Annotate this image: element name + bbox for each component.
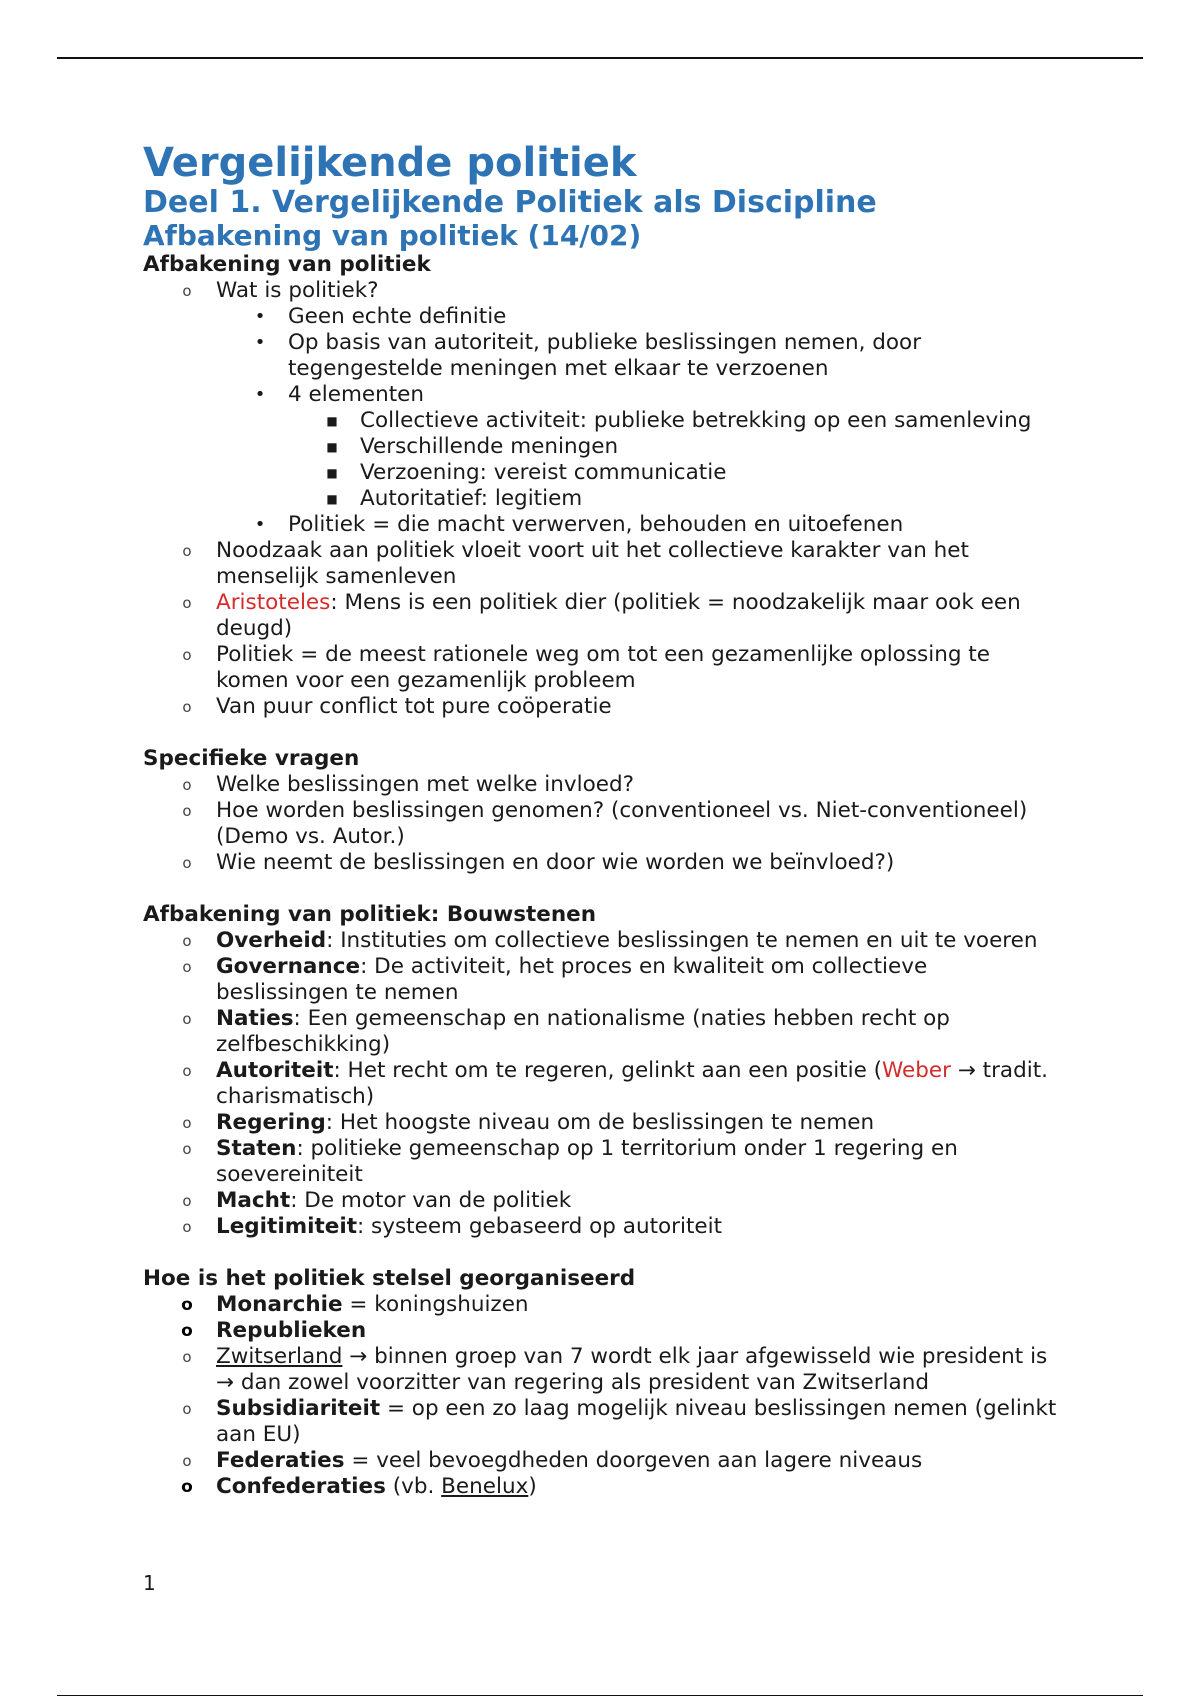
- bottom-rule: [57, 1695, 1143, 1696]
- list-bouwstenen: [143, 928, 1063, 1240]
- list-item: • Geen echte definitie: [143, 304, 1063, 330]
- part-heading: Deel 1. Vergelijkende Politiek als Discipline: [143, 185, 877, 220]
- circle-bullet-icon: o: [181, 1321, 193, 1341]
- sublist: [143, 304, 1063, 538]
- list-item: o Subsidiariteit = op een zo laag mogelijk niveau beslissingen nemen (gelinkt aan EU): [143, 1396, 1063, 1448]
- dot-bullet-icon: •: [254, 306, 266, 327]
- section-heading-afbakening: Afbakening van politiek: [143, 252, 431, 277]
- name-aristoteles: Aristoteles: [216, 590, 331, 615]
- square-bullet-icon: ■: [326, 466, 338, 480]
- section-heading-vragen: Specifieke vragen: [143, 746, 360, 771]
- section-heading-bouwstenen: Afbakening van politiek: Bouwstenen: [143, 902, 597, 927]
- list-item: o Autoriteit: Het recht om te regeren, gelinkt aan een positie (Weber → tradit. charismatisch): [143, 1058, 1063, 1110]
- list-item: o Legitimiteit: systeem gebaseerd op autoriteit: [143, 1214, 1063, 1240]
- circle-bullet-icon: o: [182, 802, 192, 820]
- list-item: o Welke beslissingen met welke invloed?: [143, 772, 1063, 798]
- list-item: ■ Collectieve activiteit: publieke betrekking op een samenleving: [143, 408, 1063, 434]
- circle-bullet-icon: o: [182, 932, 192, 950]
- list-stelsel: [143, 1292, 1063, 1500]
- circle-bullet-icon: o: [182, 1114, 192, 1132]
- list-item: o Aristoteles: Mens is een politiek dier (politiek = noodzakelijk maar ook een deugd): [143, 590, 1063, 642]
- circle-bullet-icon: o: [181, 1295, 193, 1315]
- list-item: o Overheid: Instituties om collectieve beslissingen te nemen en uit te voeren: [143, 928, 1063, 954]
- circle-bullet-icon: o: [182, 1348, 192, 1366]
- list-item: o Staten: politieke gemeenschap op 1 territorium onder 1 regering en soevereiniteit: [143, 1136, 1063, 1188]
- circle-bullet-icon: o: [182, 1140, 192, 1158]
- circle-bullet-icon: o: [182, 1192, 192, 1210]
- list-item: o Wat is politiek? • Geen echte definitie • Op basis van autoriteit, publieke beslissingen nemen, door tegengestelde meningen met elkaar te verzoenen • 4 elementen ■ Collectieve activiteit: publieke betrekking op een samenleving ■ Verschillende meningen ■ Verzoening: vereist communicatie ■ Autoritatief: legitiem • Politiek = die macht verwerven, behouden en uitoefenen: [143, 278, 1063, 538]
- list-item: o Regering: Het hoogste niveau om de beslissingen te nemen: [143, 1110, 1063, 1136]
- list-item: • Op basis van autoriteit, publieke beslissingen nemen, door tegengestelde meningen met elkaar te verzoenen: [143, 330, 1063, 382]
- circle-bullet-icon: o: [182, 282, 192, 300]
- circle-bullet-icon: o: [182, 1062, 192, 1080]
- list-item: o Confederaties (vb. Benelux): [143, 1474, 1063, 1500]
- list-item: o Wie neemt de beslissingen en door wie worden we beïnvloed?): [143, 850, 1063, 876]
- list-item: o Van puur conflict tot pure coöperatie: [143, 694, 1063, 720]
- square-bullet-icon: ■: [326, 492, 338, 506]
- dot-bullet-icon: •: [254, 514, 266, 535]
- top-rule: [57, 57, 1143, 59]
- circle-bullet-icon: o: [182, 646, 192, 664]
- circle-bullet-icon: o: [182, 1400, 192, 1418]
- list-item: o Hoe worden beslissingen genomen? (conventioneel vs. Niet-conventioneel) (Demo vs. Autor.): [143, 798, 1063, 850]
- list-item: o Noodzaak aan politiek vloeit voort uit het collectieve karakter van het menselijk samenleven: [143, 538, 1063, 590]
- sublist: [143, 408, 1063, 512]
- circle-bullet-icon: o: [182, 1010, 192, 1028]
- circle-bullet-icon: o: [182, 958, 192, 976]
- list-item: • Politiek = die macht verwerven, behouden en uitoefenen: [143, 512, 1063, 538]
- dot-bullet-icon: •: [254, 384, 266, 405]
- circle-bullet-icon: o: [182, 594, 192, 612]
- list-item: o Politiek = de meest rationele weg om tot een gezamenlijke oplossing te komen voor een gezamenlijk probleem: [143, 642, 1063, 694]
- circle-bullet-icon: o: [181, 1477, 193, 1497]
- list-item: o Federaties = veel bevoegdheden doorgeven aan lagere niveaus: [143, 1448, 1063, 1474]
- list-item: o Governance: De activiteit, het proces en kwaliteit om collectieve beslissingen te nemen: [143, 954, 1063, 1006]
- document-title: Vergelijkende politiek: [143, 140, 637, 186]
- chapter-heading: Afbakening van politiek (14/02): [143, 219, 642, 252]
- list-item: o Republieken: [143, 1318, 1063, 1344]
- list-afbakening: [143, 278, 1063, 720]
- section-heading-stelsel: Hoe is het politiek stelsel georganiseerd: [143, 1266, 636, 1291]
- circle-bullet-icon: o: [182, 698, 192, 716]
- dot-bullet-icon: •: [254, 332, 266, 353]
- document-body: [143, 140, 1063, 1500]
- list-item: o Naties: Een gemeenschap en nationalisme (naties hebben recht op zelfbeschikking): [143, 1006, 1063, 1058]
- page-number: 1: [143, 1571, 156, 1595]
- circle-bullet-icon: o: [182, 542, 192, 560]
- list-item: • 4 elementen ■ Collectieve activiteit: publieke betrekking op een samenleving ■ Verschillende meningen ■ Verzoening: vereist communicatie ■ Autoritatief: legitiem: [143, 382, 1063, 512]
- list-item: o Zwitserland → binnen groep van 7 wordt elk jaar afgewisseld wie president is → dan zowel voorzitter van regering als president van Zwitserland: [143, 1344, 1063, 1396]
- circle-bullet-icon: o: [182, 1218, 192, 1236]
- circle-bullet-icon: o: [182, 854, 192, 872]
- list-item: o Monarchie = koningshuizen: [143, 1292, 1063, 1318]
- list-item: ■ Autoritatief: legitiem: [143, 486, 1063, 512]
- square-bullet-icon: ■: [326, 414, 338, 428]
- circle-bullet-icon: o: [182, 776, 192, 794]
- list-item: ■ Verschillende meningen: [143, 434, 1063, 460]
- square-bullet-icon: ■: [326, 440, 338, 454]
- list-item: o Macht: De motor van de politiek: [143, 1188, 1063, 1214]
- circle-bullet-icon: o: [182, 1452, 192, 1470]
- name-weber: Weber: [882, 1058, 951, 1083]
- list-item: ■ Verzoening: vereist communicatie: [143, 460, 1063, 486]
- list-vragen: [143, 772, 1063, 876]
